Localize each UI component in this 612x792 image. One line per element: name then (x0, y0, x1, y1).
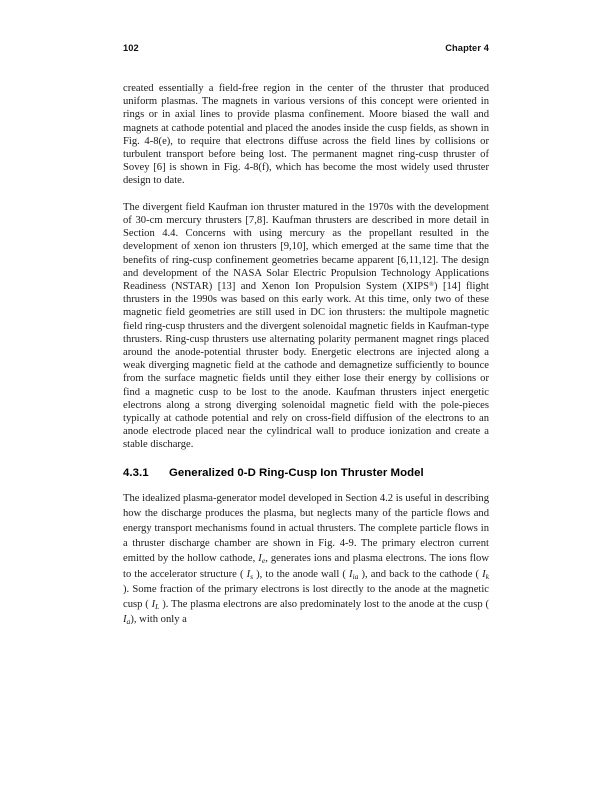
paragraph-3-segment-3: ), to the anode wall ( (256, 568, 346, 580)
paragraph-2-part-b: ) [14] flight thrusters in the 1990s was based on this early work. At this time, only two of these magnetic field geometries are still used in DC ion thrusters: the multipole magnetic field ring-cusp thrusters and the divergent solenoidal magnetic fields in Kaufman-type thrusters. Ring-cusp thrusters use alternating polarity permanent magnet rings placed around the anode-potential thruster body. Energetic electrons are injected along a weak diverging magnetic field at the cathode and demagnetize sufficiently to bounce from the surface magnetic fields until they either lose their energy by collisions or find a magnetic cusp to be lost to the anode. Kaufman thrusters inject energetic electrons along a strong diverging solenoidal magnetic field with the pole-pieces typically at cathode potential and rely on cross-field diffusion of the electrons to an anode electrode placed near the cylindrical wall to produce ionization and create a stable discharge. (123, 281, 489, 451)
math-symbol-is (247, 569, 254, 580)
math-base-3: I (348, 568, 353, 580)
math-sub-2: s (250, 571, 254, 581)
math-base-4: I (482, 568, 486, 580)
paragraph-3-segment-2: , generates ions and plasma electrons. The ions flow to the accelerator structure ( (123, 553, 489, 580)
paragraph-3-segment-1: The idealized plasma-generator model developed in Section 4.2 is useful in describing how the discharge produces the plasma, but neglects many of the particle flows and energy transport mechanisms found in actual thrusters. The complete particle flows in a thruster discharge chamber are shown in Fig. 4-9. The primary electron current emitted by the hollow cathode, (123, 492, 489, 565)
paragraph-3 (123, 491, 489, 628)
paragraph-2-part-a: The divergent field Kaufman ion thruster matured in the 1970s with the development of 30-cm mercury thrusters [7,8]. Kaufman thrusters are described in more detail in Section 4.4. Concerns with using mercury as the propellant resulted in the development of xenon ion thrusters [9,10], which emerged at the same time that the benefits of ring-cusp confinement geometries became apparent [6,11,12]. The design and development of the NASA Solar Electric Propulsion Technology Applications Readiness (NSTAR) [13] and Xenon Ion Propulsion System (XIPS (123, 201, 489, 293)
math-base-2: I (246, 568, 251, 580)
paragraph-3-segment-6: ). The plasma electrons are also predominately lost to the anode at the cusp ( (162, 599, 489, 611)
math-sub-6: a (126, 617, 131, 627)
paragraph-3-segment-4: ), and back to the cathode ( (361, 568, 480, 580)
math-sub-5: L (155, 602, 160, 611)
section-number: 4.3.1 (123, 466, 149, 479)
paragraph-3-segment-7: ), with only a (130, 614, 187, 626)
text-column (123, 82, 489, 628)
math-sub-1: e (261, 556, 266, 566)
paragraph-1: created essentially a field-free region in the center of the thruster that produced uniform plasmas. The magnets in various versions of this concept were oriented in rings or in axial lines to provide plasma confinement. Moore biased the wall and magnets at cathode potential and placed the anodes inside the cusp fields, as shown in Fig. 4-8(e), to require that electrons diffuse across the field lines by collisions or turbulent transport before being lost. The permanent magnet ring-cusp thruster of Sovey [6] is shown in Fig. 4-8(f), which has become the most widely used thruster design to date. (123, 83, 489, 187)
page-number: 102 (123, 43, 139, 53)
paragraph-3-segment-5: ). Some fraction of the primary electrons is lost directly to the anode at the magnetic cusp ( (123, 583, 489, 611)
paragraph-2 (123, 201, 489, 452)
running-head (123, 43, 489, 53)
math-base-5: I (151, 599, 156, 611)
section-title: Generalized 0-D Ring-Cusp Ion Thruster Model (169, 466, 424, 479)
math-symbol-il (152, 599, 160, 610)
math-symbol-ik (482, 569, 489, 580)
section-heading (123, 466, 489, 480)
math-base-6: I (123, 614, 127, 626)
math-sub-3: ia (352, 571, 359, 581)
chapter-label: Chapter 4 (445, 43, 489, 53)
math-sub-4: k (485, 571, 490, 581)
registered-trademark-symbol: ® (429, 281, 435, 289)
math-symbol-iia (349, 569, 358, 580)
math-base-1: I (258, 553, 262, 565)
